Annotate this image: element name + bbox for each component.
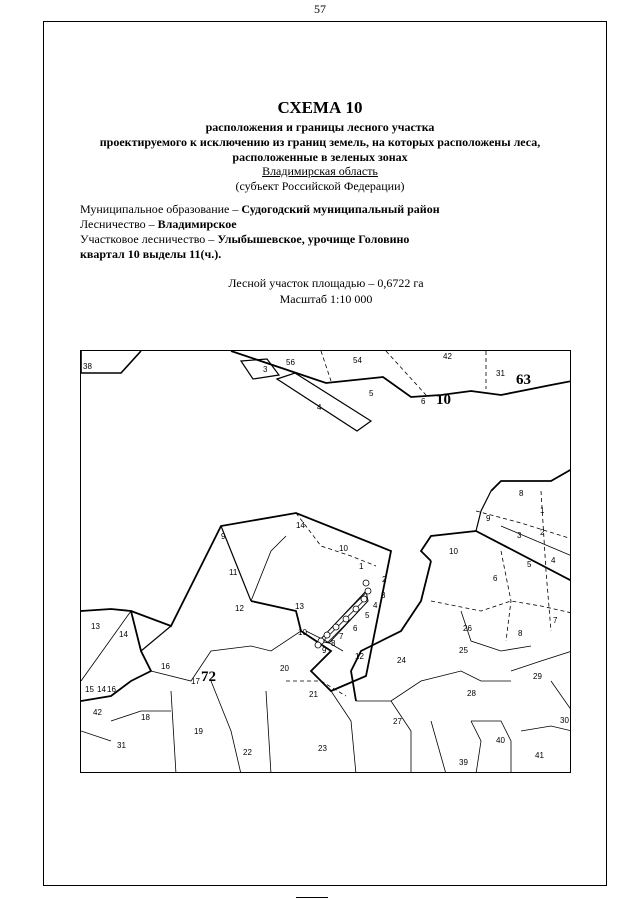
forestry-line xyxy=(80,217,237,232)
parcel-label: 4 xyxy=(551,556,556,565)
parcel-label: 17 xyxy=(191,677,200,686)
parcel-label: 3 xyxy=(263,365,268,374)
point-label: 1 xyxy=(359,562,364,571)
parcel-label: 6 xyxy=(421,397,426,406)
parcel-label: 10 xyxy=(298,628,307,637)
municipality-value: Судогодский муниципальный район xyxy=(241,202,440,216)
quarter-line: квартал 10 выделы 11(ч.). xyxy=(80,247,222,261)
parcel-label: 10 xyxy=(449,547,458,556)
page-title: СХЕМА 10 xyxy=(277,98,363,117)
parcel-label: 4 xyxy=(317,403,322,412)
quarter-label-10: 10 xyxy=(436,392,451,408)
parcel-label: 12 xyxy=(355,652,364,661)
region-name: Владимирская область xyxy=(262,164,378,178)
parcel-label: 40 xyxy=(496,736,505,745)
map-boundaries xyxy=(81,351,571,773)
district-line xyxy=(80,232,409,247)
district-label: Участковое лесничество – xyxy=(80,232,218,246)
parcel-label: 14 xyxy=(119,630,128,639)
forestry-value: Владимирское xyxy=(157,217,237,231)
parcel-label: 26 xyxy=(463,624,472,633)
parcel-label: 10 xyxy=(339,544,348,553)
point-label: 7 xyxy=(339,632,344,641)
plot-area: Лесной участок площадью – 0,6722 га xyxy=(228,276,424,290)
point-label: 8 xyxy=(331,639,336,648)
title-line-2: проектируемого к исключению из границ земель, на которых расположены леса, xyxy=(99,135,541,149)
point-label: 3 xyxy=(381,591,386,600)
parcel-label: 7 xyxy=(553,616,558,625)
parcel-label: 6 xyxy=(493,574,498,583)
parcel-label: 13 xyxy=(91,622,100,631)
parcel-label: 19 xyxy=(194,727,203,736)
parcel-label: 31 xyxy=(496,369,505,378)
map-svg xyxy=(81,351,571,773)
parcel-label: 23 xyxy=(318,744,327,753)
parcel-label: 22 xyxy=(243,748,252,757)
parcel-label: 9 xyxy=(221,532,226,541)
parcel-label: 41 xyxy=(535,751,544,760)
parcel-label: 20 xyxy=(280,664,289,673)
map-scale: Масштаб 1:10 000 xyxy=(279,292,373,306)
parcel-label: 16 xyxy=(107,685,116,694)
parcel-label: 15 xyxy=(85,685,94,694)
region-note: (субъект Российской Федерации) xyxy=(235,179,405,193)
title-description xyxy=(0,120,640,165)
parcel-label: 30 xyxy=(560,716,569,725)
quarter-label-72: 72 xyxy=(201,669,216,685)
parcel-label: 39 xyxy=(459,758,468,767)
parcel-label: 29 xyxy=(533,672,542,681)
point-label: 6 xyxy=(353,624,358,633)
parcel-label: 28 xyxy=(467,689,476,698)
parcel-label: 18 xyxy=(141,713,150,722)
parcel-label: 25 xyxy=(459,646,468,655)
district-value: Улыбышевское, урочище Головино xyxy=(217,232,410,246)
parcel-label: 42 xyxy=(93,708,102,717)
point-label: 2 xyxy=(382,575,387,584)
parcel-label: 56 xyxy=(286,358,295,367)
parcel-label: 14 xyxy=(296,521,305,530)
parcel-label: 2 xyxy=(540,528,545,537)
parcel-label: 21 xyxy=(309,690,318,699)
parcel-label: 13 xyxy=(295,602,304,611)
parcel-label: 42 xyxy=(443,352,452,361)
title-line-3: расположенные в зеленых зонах xyxy=(232,150,408,164)
parcel-label: 14 xyxy=(97,685,106,694)
parcel-label: 5 xyxy=(527,560,532,569)
parcel-label: 9 xyxy=(486,514,491,523)
municipality-label: Муниципальное образование – xyxy=(80,202,242,216)
parcel-label: 8 xyxy=(518,629,523,638)
parcel-label: 11 xyxy=(229,568,238,577)
parcel-label: 31 xyxy=(117,741,126,750)
title-line-1: расположения и границы лесного участка xyxy=(205,120,435,134)
municipality-line xyxy=(80,202,440,217)
parcel-label: 27 xyxy=(393,717,402,726)
parcel-label: 12 xyxy=(235,604,244,613)
forest-map xyxy=(80,350,571,773)
point-label: 4 xyxy=(373,601,378,610)
parcel-label: 5 xyxy=(369,389,374,398)
parcel-label: 16 xyxy=(161,662,170,671)
parcel-label: 24 xyxy=(397,656,406,665)
parcel-label: 38 xyxy=(83,362,92,371)
parcel-label: 8 xyxy=(519,489,524,498)
parcel-label: 3 xyxy=(517,531,522,540)
forestry-label: Лесничество – xyxy=(80,217,158,231)
point-label: 9 xyxy=(322,646,327,655)
page-number: 57 xyxy=(314,2,326,16)
parcel-label: 1 xyxy=(540,506,545,515)
point-label: 5 xyxy=(365,611,370,620)
footer-line xyxy=(296,897,328,898)
quarter-label-63: 63 xyxy=(516,372,531,388)
parcel-label: 54 xyxy=(353,356,362,365)
